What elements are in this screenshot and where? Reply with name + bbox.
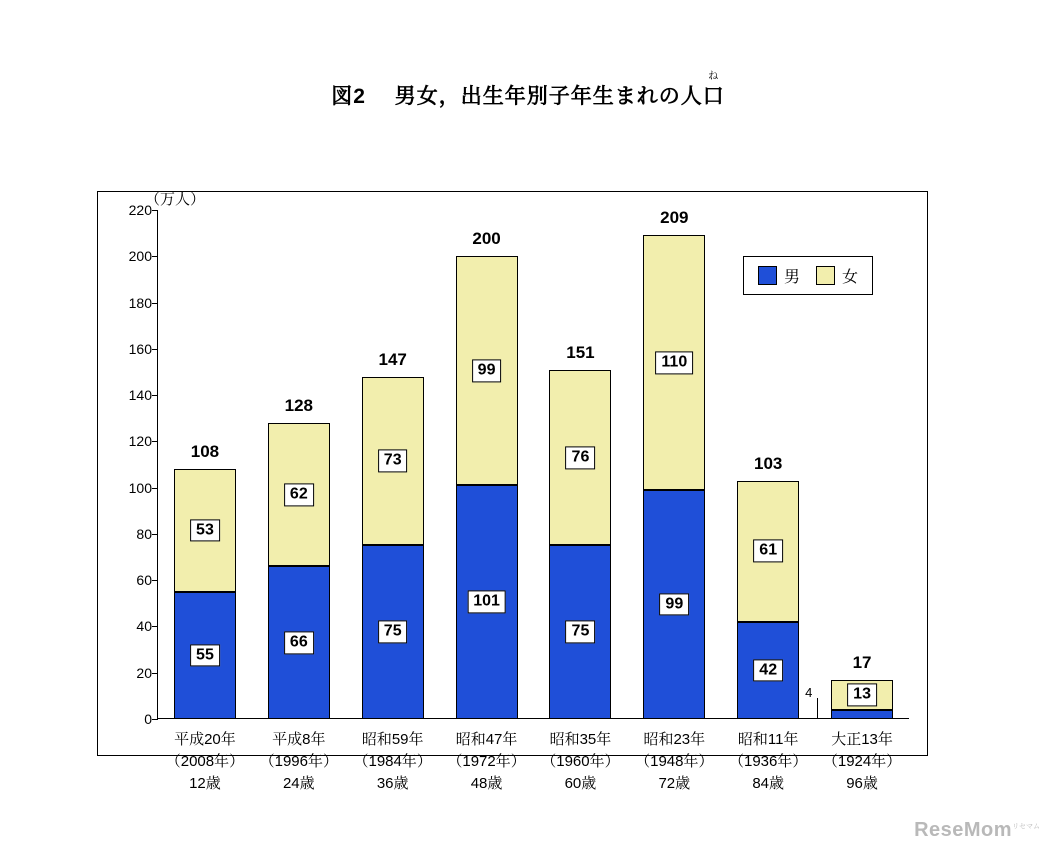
bar-value-label-male: 55 [190,644,220,667]
y-axis-tick-mark [152,256,158,257]
title-ruby [702,71,725,110]
legend-item-male [758,264,800,287]
x-axis-category-line: （1960年） [541,752,620,770]
y-axis-unit-label: （万人） [145,191,206,208]
x-axis-category-line: 72歳 [658,774,691,792]
x-axis-category-line: 昭和35年 [549,731,612,748]
x-axis-category-label [823,729,901,794]
x-axis-category-line: （1924年） [822,752,902,770]
title-ruby-text: ね [708,71,720,82]
bar-total-label: 103 [754,453,783,473]
legend-item-female [816,264,858,287]
y-axis-tick-mark [152,210,158,211]
bar-total-label: 147 [378,349,407,369]
bar-value-label-male: 66 [284,631,314,654]
bar-value-label-male: 75 [378,621,408,644]
bar-total-label: 209 [660,208,689,228]
bar-value-label-female: 61 [753,540,783,563]
y-axis-tick-mark [152,580,158,581]
watermark-text: ReseMom [914,819,1013,841]
bar-value-label-male: 75 [566,621,596,644]
y-axis-tick-mark [152,349,158,350]
x-axis-category-label [260,729,338,794]
y-axis-tick-label: 180 [128,294,152,311]
x-axis-category-line: （1936年） [729,752,808,770]
bar-value-label-female: 53 [190,519,220,542]
chart-legend [743,256,873,295]
x-axis-category-line: 84歳 [752,774,785,792]
y-axis-tick-label: 80 [136,525,152,542]
y-axis-tick-label: 200 [128,248,152,265]
bar-total-label: 128 [284,395,313,415]
y-axis-tick-mark [152,488,158,489]
legend-swatch-male [758,266,777,285]
bar-total-label: 17 [852,652,872,672]
y-axis-tick-mark [152,673,158,674]
title-main: 男女，出生年別子年生まれの人 [394,85,703,108]
bar-value-label-male: 42 [753,659,783,682]
x-axis-category-line: 昭和47年 [455,731,518,748]
bar-value-label-female: 76 [566,446,596,469]
x-axis-category-line: 昭和59年 [361,731,424,748]
x-axis-category-line: 大正13年 [831,731,893,748]
title-ruby-base: 口 [702,85,725,108]
y-axis-tick-label: 140 [128,387,152,404]
bar-segment-male [831,710,893,719]
x-axis-category-label [541,729,619,794]
x-axis-category-line: （1996年） [259,752,338,770]
bar-value-label-female: 110 [655,351,693,374]
bar-value-label-male: 4 [805,684,813,700]
x-axis-category-line: 48歳 [470,774,503,792]
watermark-sup: リセマム [1012,823,1040,831]
y-axis-tick-mark [152,395,158,396]
title-prefix: 図2 [331,85,366,108]
x-axis-category-label [166,729,244,794]
x-axis-category-line: （1972年） [447,752,526,770]
y-axis-tick-mark [152,626,158,627]
x-axis-category-line: 96歳 [846,774,878,792]
leader-line-vertical [817,698,818,719]
y-axis-tick-mark [152,719,158,720]
x-axis-category-label [635,729,713,794]
chart-frame [97,191,928,792]
watermark [914,819,1040,842]
x-axis-category-line: 24歳 [282,774,315,792]
x-axis-category-line: 12歳 [189,774,221,792]
bar-total-label: 108 [190,442,220,462]
x-axis-category-line: （2008年） [165,752,245,770]
page-title [0,71,1056,110]
bar-value-label-female: 62 [284,483,314,506]
legend-label-male: 男 [784,269,801,286]
bar-value-label-female: 73 [378,450,408,473]
y-axis-tick-label: 20 [136,664,152,681]
x-axis-category-line: 平成20年 [174,731,236,748]
y-axis-tick-label: 0 [144,711,152,727]
bar-total-label: 200 [472,229,501,249]
y-axis-tick-label: 100 [128,479,152,496]
y-axis-tick-label: 120 [128,433,152,450]
x-axis-category-label [354,729,432,794]
y-axis-tick-mark [152,441,158,442]
bar-value-label-male: 101 [467,591,506,614]
y-axis-tick-mark [152,303,158,304]
bar-value-label-male: 99 [659,593,689,616]
y-axis-tick-label: 160 [128,340,152,357]
bar-total-label: 151 [566,342,595,362]
bar-value-label-female: 99 [472,359,502,382]
legend-label-female: 女 [842,269,859,286]
x-axis-category-line: 昭和23年 [643,731,706,748]
x-axis-category-line: 60歳 [564,774,597,792]
y-axis-tick-label: 40 [136,618,152,635]
x-axis-category-line: 36歳 [376,774,409,792]
legend-swatch-female [816,266,835,285]
y-axis-tick-label: 220 [128,202,152,218]
x-axis-category-label [729,729,807,794]
y-axis-tick-label: 60 [136,572,152,589]
leader-line-horizontal [817,718,831,719]
x-axis-category-label [447,729,525,794]
y-axis-tick-mark [152,534,158,535]
x-axis-category-line: 平成8年 [272,731,326,748]
x-axis-category-line: （1948年） [635,752,714,770]
x-axis-category-line: 昭和11年 [737,731,799,748]
bar-value-label-female: 13 [847,683,877,706]
x-axis-category-line: （1984年） [353,752,432,770]
